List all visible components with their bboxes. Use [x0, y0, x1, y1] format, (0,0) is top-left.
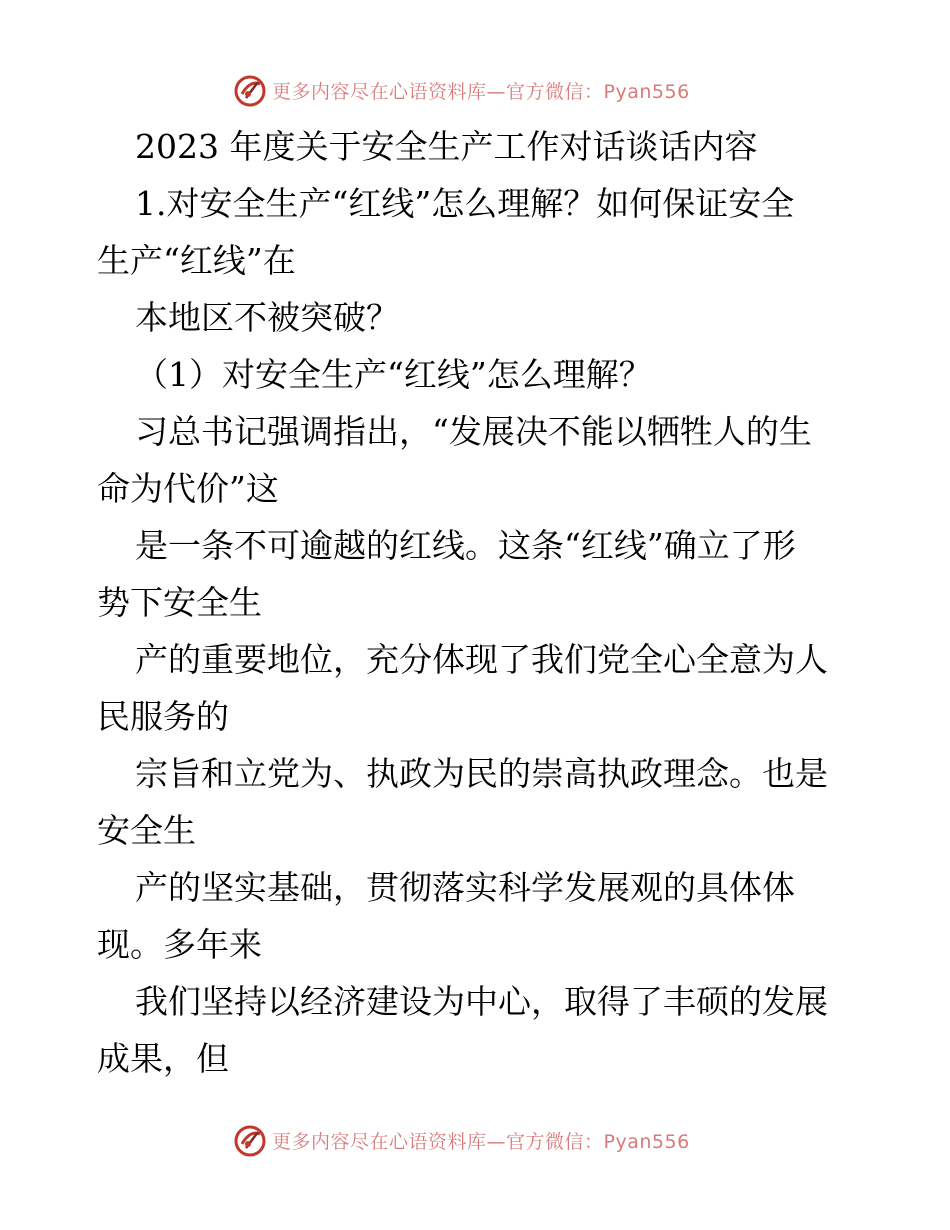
text-line: 生产“红线”在 [97, 241, 296, 280]
document-title: 2023 年度关于安全生产工作对话谈话内容 [135, 127, 758, 166]
text-line: 产的重要地位，充分体现了我们党全心全意为人 [135, 640, 828, 679]
text-line: 安全生 [97, 811, 196, 850]
text-line: 产的坚实基础，贯彻落实科学发展观的具体体 [135, 868, 795, 907]
text-line: 现。多年来 [97, 925, 262, 964]
text-line: 成果，但 [97, 1039, 229, 1078]
text-line: 宗旨和立党为、执政为民的崇高执政理念。也是 [135, 754, 828, 793]
watermark-text: 更多内容尽在心语资料库—官方微信：Pyan556 [272, 80, 690, 103]
brand-logo-icon [232, 1122, 268, 1158]
text-line: 习总书记强调指出，“发展决不能以牺牲人的生 [135, 412, 812, 451]
text-line: 本地区不被突破？ [135, 298, 399, 337]
watermark-banner-top [232, 70, 690, 110]
text-line: 1.对安全生产“红线”怎么理解？如何保证安全 [135, 184, 795, 223]
text-line: 命为代价”这 [97, 469, 279, 508]
text-line: 民服务的 [97, 697, 229, 736]
text-line: 是一条不可逾越的红线。这条“红线”确立了形 [135, 526, 796, 565]
text-line: 我们坚持以经济建设为中心，取得了丰硕的发展 [135, 982, 828, 1021]
brand-logo-icon [232, 72, 268, 108]
text-line: （1）对安全生产“红线”怎么理解？ [135, 355, 652, 394]
watermark-text: 更多内容尽在心语资料库—官方微信：Pyan556 [272, 1130, 690, 1153]
text-line: 势下安全生 [97, 583, 262, 622]
document-body [97, 118, 857, 1087]
watermark-banner-bottom [232, 1120, 690, 1160]
